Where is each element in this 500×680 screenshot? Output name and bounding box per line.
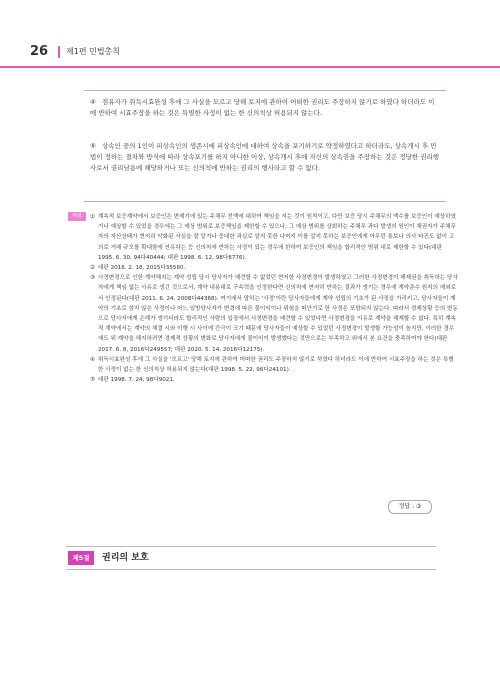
page-number: 26 [30,44,49,59]
item-text: 사정변경으로 인한 계약해지는 계약 성립 당시 당사자가 예견할 수 없었던 현저한 사정변경이 발생하였고 그러한 사정변경이 해제권을 취득하는 당사자에게 책임 없는 사유로 생긴 것으로서, 계약 내용대로 구속력을 인정한다면 신의칙에 현저히 반하는 결과가 생기는 경우에 계약준수 원칙의 예외로서 인정된다(대판 2011. 6. 24, 2008다44368). 여기에서 말하는 '사정'이란 당사자들에게 계약 성립의 기초가 된 사정을 가리키고, 당사자들이 계약의 기초로 삼지 않은 사정이나 어느 일방당사자가 변경에 따른 불이익이나 위험을 떠안기로 한 사정은 포함되지 않는다. 따라서 경제상황 등의 변동으로 당사자에게 손해가 생기더라도 합리적인 사람의 입장에서 사정변경을 예견할 수 있었다면 사정변경을 이유로 계약을 해제할 수 없다. 특히 계속적 계약에서는 계약의 체결 시와 이행 시 사이에 간극이 크기 때문에 당사자들이 예상할 수 있었던 사정변경이 발생할 가능성이 높지만, 이러한 경우에도 위 계약을 해지하려면 경제적 상황의 변화로 당사자에게 불이익이 발생했다는 것만으로는 부족하고 위에서 본 요건을 충족하여야 한다(대판 2017. 6. 8, 2016다249557; 대판 2020. 5. 14, 2016다12175). [98,275,458,353]
explanation-item [68,375,458,385]
option-box [84,90,446,202]
option-text: 점유자가 취득시효완성 후에 그 사실을 모르고 당해 토지에 관하여 어떠한 권리도 주장하지 않기로 하였다 하더라도 이에 반하여 시효주장을 하는 것은 특별한 사정이 없는 한 신의칙상 허용되지 않는다. [90,98,435,117]
explanation-item [68,273,458,355]
item-text: 대판 1998. 7. 24, 98다9021. [98,377,175,384]
item-text: 대판 2016. 2. 18, 2015다35560. [98,265,186,272]
chapter-title: 제1편 민법총칙 [66,47,121,56]
section-header [66,546,436,570]
item-text: 취득시효완성 후에 그 사실을 '모르고' 당해 토지에 관하여 어떠한 권리도 주장하지 않기로 하였다 하더라도 이에 반하여 시효주장을 하는 것은 특별한 사정이 없는 한 신의칙상 허용되지 않는다(대판 1998. 5. 22, 96다24101). [98,356,454,374]
explanation-tag: 해설 [68,212,86,221]
option-item [90,141,440,174]
explanation-item [68,355,458,375]
option-number: ④ [90,98,96,106]
item-number: ④ [90,356,96,363]
item-number: ③ [90,275,96,282]
item-number: ② [90,265,96,272]
section-title: 권리의 보호 [102,553,149,563]
option-text: 상속인 중의 1인이 피상속인의 생존시에 피상속인에 대하여 상속을 포기하기로 약정하였다고 하더라도, 상속개시 후 민법이 정하는 절차와 방식에 따라 상속포기를 하지 아니한 이상, 상속개시 후에 자신의 상속권을 주장하는 것은 정당한 권리행사로서 권리남용에 해당하거나 또는 신의칙에 반하는 권리의 행사라고 할 수 없다. [90,142,440,172]
explanation-item [68,263,458,273]
explanation [68,212,458,385]
option-number: ⑤ [90,142,96,150]
item-text: 계속적 보증계약에서 보증인은 변제기에 있는 주채무 전액에 대하여 책임을 지는 것이 원칙이고, 다만 보증 당시 주채무의 액수를 보증인이 예상하였거나 예상할 수 있었을 경우에는 그 예상 범위로 보증책임을 제한할 수 있으나, 그 예상 범위를 상회하는 주채무 과다 발생의 원인이 채권자가 주채무자의 자산상태가 현저히 악화된 사실을 잘 알거나 중대한 과실로 알지 못한 나머지 이를 알지 못하는 보증인에게 아무런 통보나 의사 타진도 없이 고의로 거래 규모를 확대함에 연유하는 등 신의칙에 반하는 사정이 있는 경우에 한하여 보증인의 책임을 합리적인 범위 내로 제한할 수 있다(대판 1995. 6. 30, 94다40444; 대판 1998. 6. 12, 98다8776). [98,214,456,261]
explanation-item [68,212,458,263]
item-number: ① [90,214,96,220]
answer-badge: 정답 : ③ [388,500,432,514]
header-divider [58,46,60,58]
page-header [0,40,500,64]
section-tag: 제5절 [68,551,94,565]
header-rule [0,66,500,68]
option-item [90,97,440,119]
item-number: ⑤ [90,377,96,384]
